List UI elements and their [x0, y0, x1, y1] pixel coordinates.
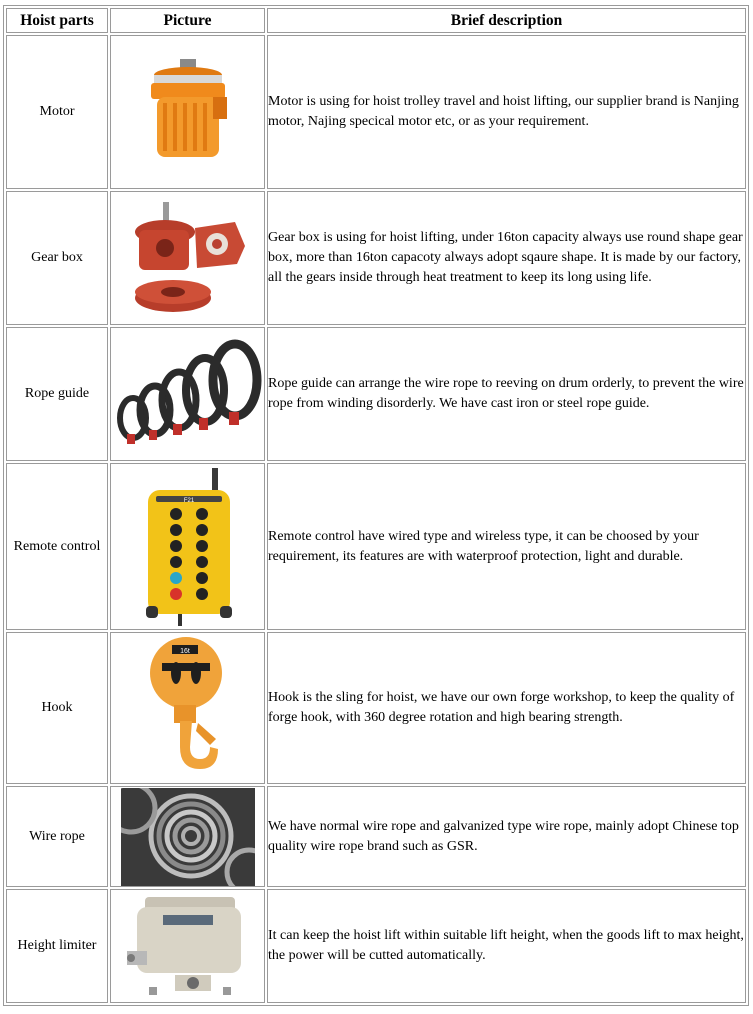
- height-limiter-icon: [123, 893, 253, 999]
- part-name: Remote control: [6, 463, 108, 630]
- part-picture: [110, 327, 265, 461]
- table-row: [6, 786, 746, 887]
- header-hoist-parts: Hoist parts: [6, 8, 108, 33]
- part-picture: [110, 632, 265, 784]
- part-description: We have normal wire rope and galvanized type wire rope, mainly adopt Chinese top quality wire rope brand such as GSR.: [267, 786, 746, 887]
- part-picture: [110, 463, 265, 630]
- motor-icon: [143, 57, 233, 167]
- table-row: [6, 889, 746, 1003]
- part-description: Gear box is using for hoist lifting, under 16ton capacity always use round shape gear box, more than 16ton capacoty always adopt sqaure shape. It is made by our factory, all the gears inside through heat treatment to keep its long using life.: [267, 191, 746, 325]
- part-name: Height limiter: [6, 889, 108, 1003]
- part-name: Gear box: [6, 191, 108, 325]
- part-picture: [110, 35, 265, 189]
- table-row: [6, 191, 746, 325]
- part-description: Remote control have wired type and wireless type, it can be choosed by your requirement, its features are with waterproof protection, light and durable.: [267, 463, 746, 630]
- table-row: [6, 35, 746, 189]
- hoist-parts-table: [3, 5, 749, 1006]
- part-description: Hook is the sling for hoist, we have our own forge workshop, to keep the quality of forge hook, with 360 degree rotation and high bearing strength.: [267, 632, 746, 784]
- part-picture: [110, 191, 265, 325]
- table-row: [6, 463, 746, 630]
- svg-text:16t: 16t: [179, 648, 190, 655]
- part-description: Motor is using for hoist trolley travel and hoist lifting, our supplier brand is Nanjing motor, Najing specical motor etc, or as your requirement.: [267, 35, 746, 189]
- part-name: Wire rope: [6, 786, 108, 887]
- table-row: [6, 327, 746, 461]
- wire-rope-icon: [121, 788, 255, 886]
- part-picture: [110, 889, 265, 1003]
- part-name: Motor: [6, 35, 108, 189]
- header-brief-description: Brief description: [267, 8, 746, 33]
- remote-control-icon: [128, 466, 248, 628]
- part-picture: [110, 786, 265, 887]
- part-name: Hook: [6, 632, 108, 784]
- part-description: It can keep the hoist lift within suitable lift height, when the goods lift to max height, the power will be cutted automatically.: [267, 889, 746, 1003]
- header-row: [6, 8, 746, 33]
- rope-guide-icon: [113, 334, 263, 454]
- header-picture: Picture: [110, 8, 265, 33]
- part-description: Rope guide can arrange the wire rope to reeving on drum orderly, to prevent the wire rope from winding disorderly. We have cast iron or steel rope guide.: [267, 327, 746, 461]
- gear-box-icon: [125, 198, 250, 318]
- table-row: [6, 632, 746, 784]
- svg-text:F21: F21: [183, 497, 194, 504]
- hook-icon: [138, 635, 238, 781]
- part-name: Rope guide: [6, 327, 108, 461]
